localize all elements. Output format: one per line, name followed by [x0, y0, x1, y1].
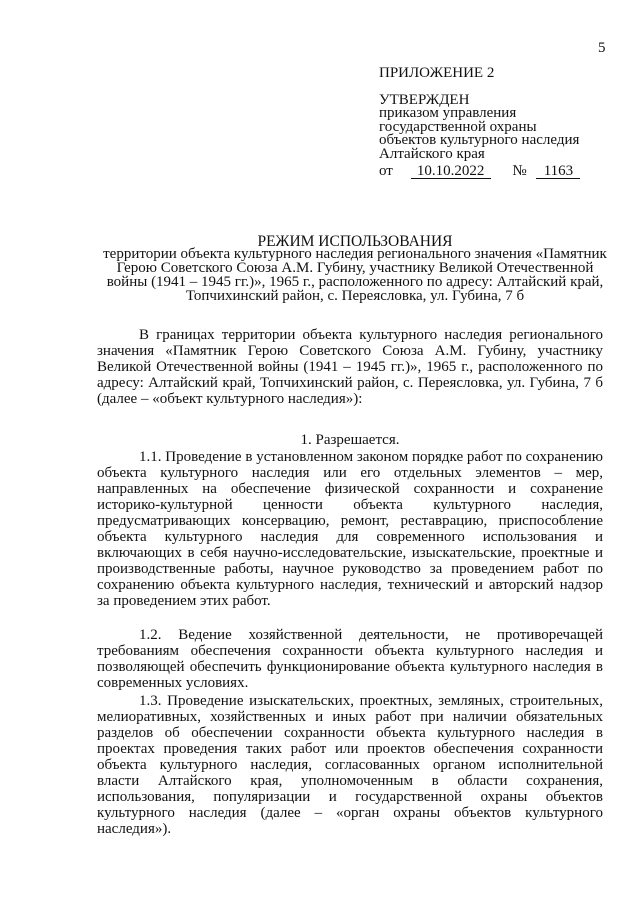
page-number: 5	[598, 40, 606, 56]
document-subtitle: территории объекта культурного наследия регионального значения «Памятник Герою Советского Союза А.М. Губину, участнику Великой Отечественной войны (1941 – 1945 гг.)», 1965 г., расположенного по адресу: Алтайский край, Топчихинский район, с. Переясловка, ул. Губина, 7 б	[103, 246, 607, 304]
approval-line: государственной охраны	[379, 118, 537, 135]
approval-line: объектов культурного наследия	[379, 132, 580, 148]
section-heading: 1. Разрешается.	[300, 432, 400, 448]
order-number: 1163	[536, 164, 580, 179]
approval-line: Алтайского края	[379, 145, 485, 162]
approved-label: УТВЕРЖДЕН	[379, 92, 470, 108]
approval-block	[379, 66, 580, 179]
number-label: №	[512, 163, 527, 179]
item-paragraph: 1.3. Проведение изыскательских, проектных, земляных, строительных, мелиоративных, хозяйственных и иных работ при наличии обязательных разделов об обеспечении сохранности объекта культурного наследия в проектах проведения таких работ или проектов обеспечения сохранности объекта культурного наследия, согласованных органом исполнительной власти Алтайского края, уполномоченным в области сохранения, использования, популяризации и государственной охраны объектов культурного наследия (далее – «орган охраны объектов культурного наследия»).	[97, 693, 603, 837]
appendix-label: ПРИЛОЖЕНИЕ 2	[379, 65, 495, 81]
document-title: РЕЖИМ ИСПОЛЬЗОВАНИЯ	[257, 233, 453, 250]
item-paragraph: 1.2. Ведение хозяйственной деятельности, не противоречащей требованиям обеспечения сохранности объекта культурного наследия и позволяющей обеспечить функционирование объекта культурного наследия в современных условиях.	[97, 627, 603, 691]
intro-paragraph: В границах территории объекта культурного наследия регионального значения «Памятник Герою Советского Союза А.М. Губину, участнику Великой Отечественной войны (1941 – 1945 гг.)», 1965 г., расположенного по адресу: Алтайский край, Топчихинский район, с. Переясловка, ул. Губина, 7 б (далее – «объект культурного наследия»):	[97, 327, 603, 407]
order-line	[379, 164, 580, 179]
item-paragraph: 1.1. Проведение в установленном законом порядке работ по сохранению объекта культурного наследия или его отдельных элементов – мер, направленных на обеспечение физической сохранности и сохранение историко-культурной ценности объекта культурного наследия, предусматривающих консервацию, ремонт, реставрацию, приспособление объекта культурного наследия для современного использования и включающих в себя научно-исследовательские, изыскательские, проектные и производственные работы, научное руководство за проведением работ по сохранению объекта культурного наследия, технический и авторский надзор за проведением этих работ.	[97, 449, 603, 609]
order-date: 10.10.2022	[411, 164, 491, 179]
from-label: от	[379, 163, 393, 179]
approval-line: приказом управления	[379, 105, 517, 121]
